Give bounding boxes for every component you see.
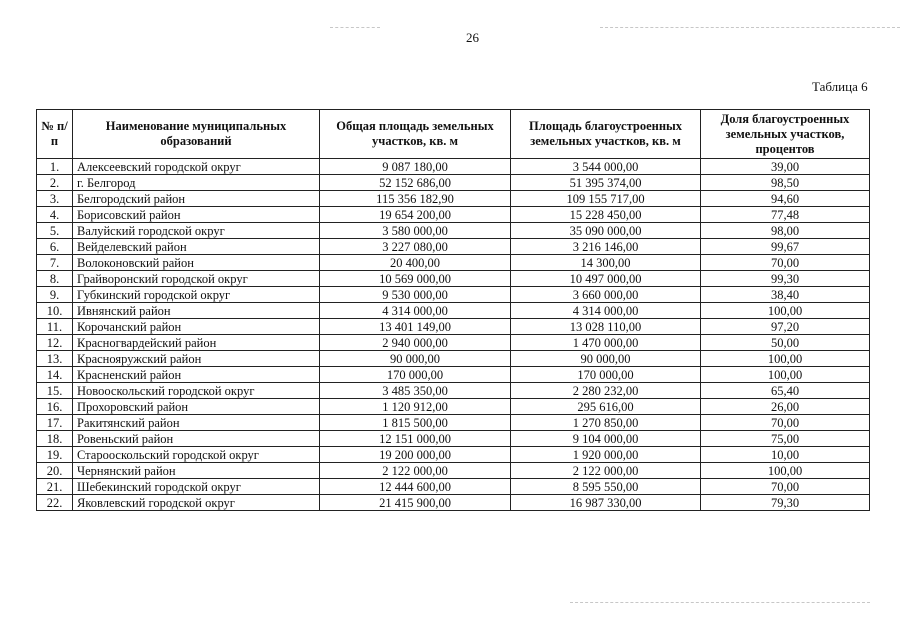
cell-improved-area: 2 122 000,00 bbox=[511, 463, 701, 479]
cell-num: 19. bbox=[37, 447, 73, 463]
cell-num: 7. bbox=[37, 255, 73, 271]
cell-improved-area: 8 595 550,00 bbox=[511, 479, 701, 495]
cell-total-area: 9 087 180,00 bbox=[320, 159, 511, 175]
cell-name: Новооскольский городской округ bbox=[73, 383, 320, 399]
cell-improved-area: 15 228 450,00 bbox=[511, 207, 701, 223]
scan-noise-top-left bbox=[330, 27, 380, 29]
cell-name: Ракитянский район bbox=[73, 415, 320, 431]
cell-share: 77,48 bbox=[701, 207, 870, 223]
cell-num: 6. bbox=[37, 239, 73, 255]
header-share: Доля благоустроенных земельных участков, процентов bbox=[701, 110, 870, 159]
cell-total-area: 3 485 350,00 bbox=[320, 383, 511, 399]
cell-improved-area: 3 544 000,00 bbox=[511, 159, 701, 175]
cell-num: 18. bbox=[37, 431, 73, 447]
cell-improved-area: 14 300,00 bbox=[511, 255, 701, 271]
cell-name: Ровеньский район bbox=[73, 431, 320, 447]
table-row bbox=[37, 415, 870, 431]
table-row bbox=[37, 383, 870, 399]
cell-num: 10. bbox=[37, 303, 73, 319]
cell-total-area: 19 200 000,00 bbox=[320, 447, 511, 463]
cell-num: 5. bbox=[37, 223, 73, 239]
cell-improved-area: 1 470 000,00 bbox=[511, 335, 701, 351]
cell-total-area: 2 940 000,00 bbox=[320, 335, 511, 351]
cell-name: Красногвардейский район bbox=[73, 335, 320, 351]
header-num: № п/п bbox=[37, 110, 73, 159]
cell-share: 99,30 bbox=[701, 271, 870, 287]
cell-total-area: 90 000,00 bbox=[320, 351, 511, 367]
cell-improved-area: 3 660 000,00 bbox=[511, 287, 701, 303]
cell-name: Красненский район bbox=[73, 367, 320, 383]
cell-share: 99,67 bbox=[701, 239, 870, 255]
cell-improved-area: 51 395 374,00 bbox=[511, 175, 701, 191]
table-row bbox=[37, 335, 870, 351]
cell-total-area: 4 314 000,00 bbox=[320, 303, 511, 319]
cell-improved-area: 109 155 717,00 bbox=[511, 191, 701, 207]
table-row bbox=[37, 271, 870, 287]
cell-improved-area: 170 000,00 bbox=[511, 367, 701, 383]
cell-name: Ивнянский район bbox=[73, 303, 320, 319]
cell-share: 65,40 bbox=[701, 383, 870, 399]
cell-improved-area: 2 280 232,00 bbox=[511, 383, 701, 399]
cell-share: 100,00 bbox=[701, 463, 870, 479]
table-row bbox=[37, 351, 870, 367]
cell-share: 100,00 bbox=[701, 351, 870, 367]
cell-num: 20. bbox=[37, 463, 73, 479]
table-row bbox=[37, 223, 870, 239]
cell-improved-area: 35 090 000,00 bbox=[511, 223, 701, 239]
header-total-area: Общая площадь земельных участков, кв. м bbox=[320, 110, 511, 159]
cell-total-area: 13 401 149,00 bbox=[320, 319, 511, 335]
table-row bbox=[37, 303, 870, 319]
cell-total-area: 115 356 182,90 bbox=[320, 191, 511, 207]
cell-total-area: 170 000,00 bbox=[320, 367, 511, 383]
cell-total-area: 52 152 686,00 bbox=[320, 175, 511, 191]
cell-total-area: 20 400,00 bbox=[320, 255, 511, 271]
table-row bbox=[37, 319, 870, 335]
cell-total-area: 12 151 000,00 bbox=[320, 431, 511, 447]
cell-num: 12. bbox=[37, 335, 73, 351]
cell-total-area: 21 415 900,00 bbox=[320, 495, 511, 511]
table-row bbox=[37, 239, 870, 255]
table-header bbox=[37, 110, 870, 159]
table-row bbox=[37, 287, 870, 303]
page-number: 26 bbox=[466, 30, 479, 45]
cell-name: г. Белгород bbox=[73, 175, 320, 191]
cell-name: Шебекинский городской округ bbox=[73, 479, 320, 495]
cell-name: Алексеевский городской округ bbox=[73, 159, 320, 175]
cell-num: 14. bbox=[37, 367, 73, 383]
header-name: Наименование муниципальных образований bbox=[73, 110, 320, 159]
cell-share: 70,00 bbox=[701, 415, 870, 431]
scan-noise-bottom-right bbox=[570, 602, 870, 604]
cell-name: Корочанский район bbox=[73, 319, 320, 335]
cell-improved-area: 13 028 110,00 bbox=[511, 319, 701, 335]
cell-share: 70,00 bbox=[701, 479, 870, 495]
cell-share: 94,60 bbox=[701, 191, 870, 207]
cell-num: 2. bbox=[37, 175, 73, 191]
cell-total-area: 2 122 000,00 bbox=[320, 463, 511, 479]
cell-improved-area: 3 216 146,00 bbox=[511, 239, 701, 255]
cell-name: Вейделевский район bbox=[73, 239, 320, 255]
municipal-land-table bbox=[36, 109, 870, 511]
cell-improved-area: 1 270 850,00 bbox=[511, 415, 701, 431]
cell-name: Белгородский район bbox=[73, 191, 320, 207]
table-row bbox=[37, 191, 870, 207]
cell-num: 3. bbox=[37, 191, 73, 207]
cell-num: 9. bbox=[37, 287, 73, 303]
cell-improved-area: 10 497 000,00 bbox=[511, 271, 701, 287]
cell-name: Прохоровский район bbox=[73, 399, 320, 415]
cell-share: 98,50 bbox=[701, 175, 870, 191]
cell-share: 97,20 bbox=[701, 319, 870, 335]
table-row bbox=[37, 175, 870, 191]
cell-improved-area: 90 000,00 bbox=[511, 351, 701, 367]
cell-num: 1. bbox=[37, 159, 73, 175]
table-row bbox=[37, 431, 870, 447]
cell-num: 22. bbox=[37, 495, 73, 511]
table-caption: Таблица 6 bbox=[812, 79, 868, 94]
table-row bbox=[37, 479, 870, 495]
table-row bbox=[37, 159, 870, 175]
cell-num: 11. bbox=[37, 319, 73, 335]
cell-share: 26,00 bbox=[701, 399, 870, 415]
cell-name: Чернянский район bbox=[73, 463, 320, 479]
cell-share: 98,00 bbox=[701, 223, 870, 239]
cell-name: Краснояружский район bbox=[73, 351, 320, 367]
cell-name: Борисовский район bbox=[73, 207, 320, 223]
header-row bbox=[37, 110, 870, 159]
cell-share: 70,00 bbox=[701, 255, 870, 271]
cell-share: 10,00 bbox=[701, 447, 870, 463]
cell-num: 4. bbox=[37, 207, 73, 223]
cell-improved-area: 1 920 000,00 bbox=[511, 447, 701, 463]
cell-name: Валуйский городской округ bbox=[73, 223, 320, 239]
cell-share: 79,30 bbox=[701, 495, 870, 511]
cell-total-area: 12 444 600,00 bbox=[320, 479, 511, 495]
cell-num: 15. bbox=[37, 383, 73, 399]
header-improved-area: Площадь благоустроенных земельных участков, кв. м bbox=[511, 110, 701, 159]
cell-num: 17. bbox=[37, 415, 73, 431]
cell-improved-area: 295 616,00 bbox=[511, 399, 701, 415]
table-row bbox=[37, 495, 870, 511]
table-row bbox=[37, 447, 870, 463]
cell-num: 21. bbox=[37, 479, 73, 495]
table-row bbox=[37, 255, 870, 271]
cell-num: 16. bbox=[37, 399, 73, 415]
table-row bbox=[37, 207, 870, 223]
table-row bbox=[37, 463, 870, 479]
cell-total-area: 19 654 200,00 bbox=[320, 207, 511, 223]
cell-num: 13. bbox=[37, 351, 73, 367]
table-body bbox=[37, 159, 870, 511]
scan-noise-top-right bbox=[600, 27, 900, 29]
cell-name: Старооскольский городской округ bbox=[73, 447, 320, 463]
cell-improved-area: 16 987 330,00 bbox=[511, 495, 701, 511]
cell-total-area: 10 569 000,00 bbox=[320, 271, 511, 287]
table-row bbox=[37, 399, 870, 415]
cell-total-area: 1 120 912,00 bbox=[320, 399, 511, 415]
cell-share: 75,00 bbox=[701, 431, 870, 447]
cell-name: Яковлевский городской округ bbox=[73, 495, 320, 511]
cell-share: 39,00 bbox=[701, 159, 870, 175]
cell-share: 100,00 bbox=[701, 367, 870, 383]
cell-total-area: 1 815 500,00 bbox=[320, 415, 511, 431]
cell-total-area: 3 227 080,00 bbox=[320, 239, 511, 255]
cell-share: 100,00 bbox=[701, 303, 870, 319]
cell-num: 8. bbox=[37, 271, 73, 287]
table-row bbox=[37, 367, 870, 383]
cell-improved-area: 4 314 000,00 bbox=[511, 303, 701, 319]
cell-improved-area: 9 104 000,00 bbox=[511, 431, 701, 447]
cell-share: 38,40 bbox=[701, 287, 870, 303]
cell-name: Грайворонский городской округ bbox=[73, 271, 320, 287]
cell-share: 50,00 bbox=[701, 335, 870, 351]
cell-total-area: 9 530 000,00 bbox=[320, 287, 511, 303]
cell-name: Волоконовский район bbox=[73, 255, 320, 271]
cell-name: Губкинский городской округ bbox=[73, 287, 320, 303]
cell-total-area: 3 580 000,00 bbox=[320, 223, 511, 239]
